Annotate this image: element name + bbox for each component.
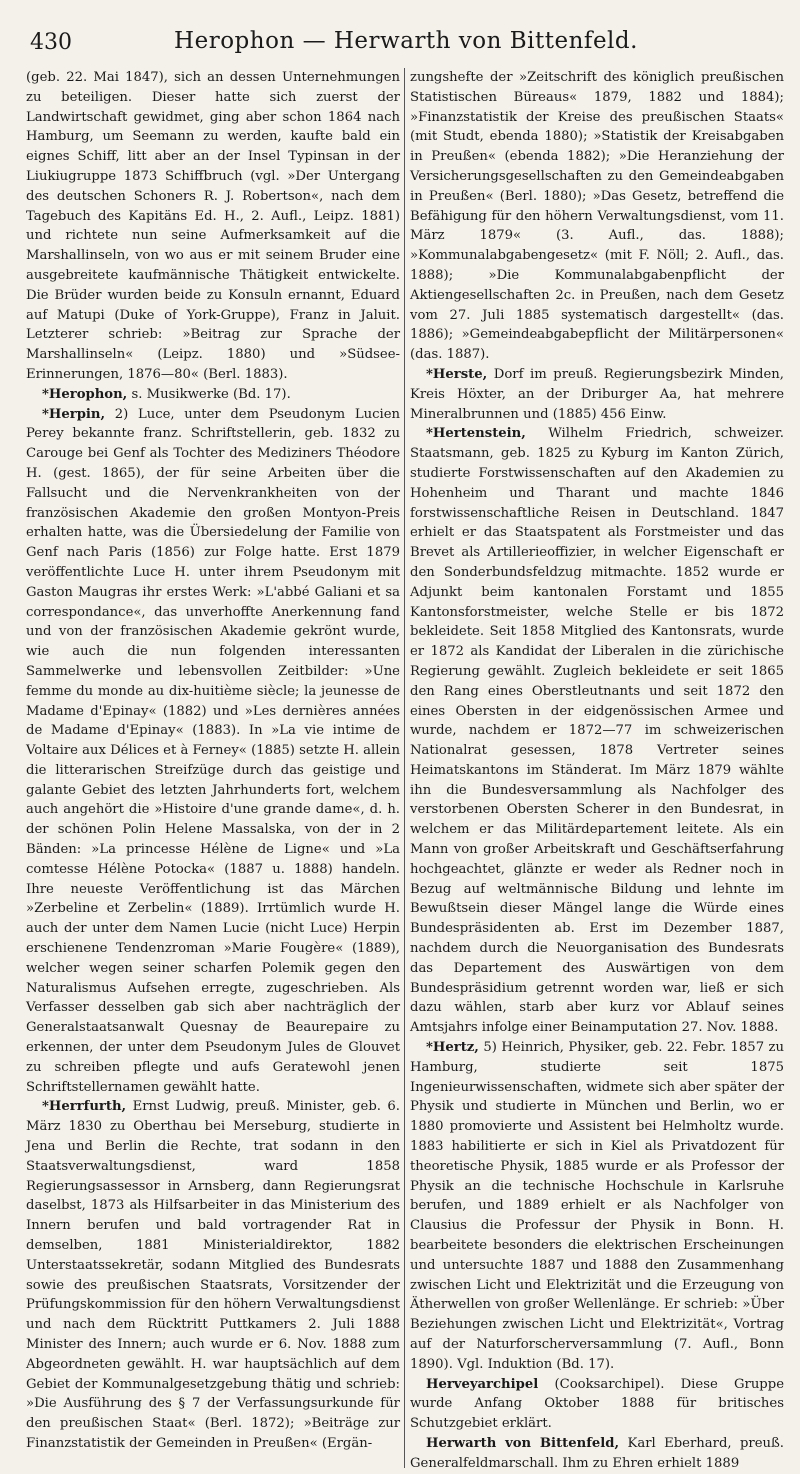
entry-headword: Herveyarchipel xyxy=(426,1376,539,1392)
entry-headword: *Hertenstein, xyxy=(426,426,526,442)
dictionary-entry xyxy=(26,405,400,1098)
running-head: Herophon — Herwarth von Bittenfeld. xyxy=(174,28,638,54)
page-number: 430 xyxy=(30,30,72,55)
entry-text: (Cooksarchipel). Diese Gruppe wurde Anfang Oktober 1888 für britisches Schutzgebiet erklärt. xyxy=(410,1376,784,1432)
text-columns xyxy=(26,68,786,1471)
dictionary-entry xyxy=(410,1038,784,1375)
entry-text: Karl Eberhard, preuß. Generalfeldmarschall. Ihm zu Ehren erhielt 1889 xyxy=(410,1435,784,1471)
entry-text: s. Musikwerke (Bd. 17). xyxy=(127,386,291,402)
entry-headword: Herwarth von Bittenfeld, xyxy=(426,1435,620,1451)
entry-text: Dorf im preuß. Regierungsbezirk Minden, Kreis Höxter, an der Driburger Aa, hat mehrere Mineralbrunnen und (1885) 456 Einw. xyxy=(410,366,784,422)
continued-text xyxy=(26,68,400,385)
dictionary-entry xyxy=(410,424,784,1038)
entry-text: 2) Luce, unter dem Pseudonym Lucien Perey bekannte franz. Schriftstellerin, geb. 1832 zu Carouge bei Genf als Tochter des Mediziners Théodore H. (gest. 1865), der für seine Arbeiten über die Fallsucht und die Nervenkrankheiten von der französischen Akademie den großen Montyon-Preis erhalten hatte, was die Übersiedelung der Familie von Genf nach Paris (1856) zur Folge hatte. Erst 1879 veröffentlichte Luce H. unter ihrem Pseudonym mit Gaston Maugras ihr erstes Werk: »L'abbé Galiani et sa correspondance«, das unverhoffte Anerkennung fand und von der französischen Akademie gekrönt wurde, wie auch die nun folgenden interessanten Sammelwerke und lebensvollen Zeitbilder: »Une femme du monde au dix-huitième siècle; la jeunesse de Madame d'Epinay« (1882) und »Les dernières années de Madame d'Epinay« (1883). In »La vie intime de Voltaire aux Délices et à Ferney« (1885) setzte H. allein die litterarischen Streifzüge durch das geistige und galante Gebiet des letzten Jahrhunderts fort, welchem auch angehört die »Histoire d'une grande dame«, d. h. der schönen Polin Helene Massalska, von der in 2 Bänden: »La princesse Hélène de Ligne« und »La comtesse Hélène Potocka« (1887 u. 1888) handeln. Ihre neueste Veröffentlichung ist das Märchen »Zerbeline et Zerbelin« (1889). Irrtümlich wurde H. auch der unter dem Namen Lucie (nicht Luce) Herpin erschienene Tendenzroman »Marie Fougère« (1889), welcher wegen seiner scharfen Polemik gegen den Naturalismus Aufsehen erregte, zugeschrieben. Als Verfasser desselben gab sich aber nachträglich der Generalstaatsanwalt Quesnay de Beaurepaire zu erkennen, der unter dem Pseudonym Jules de Glouvet zu schreiben pflegte und aufs Geratewohl jenen Schriftstellernamen gewählt hatte. xyxy=(26,406,400,1095)
entry-headword: *Herrfurth, xyxy=(42,1099,127,1115)
entry-headword: *Herste, xyxy=(426,366,488,382)
entry-text: Wilhelm Friedrich, schweizer. Staatsmann, geb. 1825 zu Kyburg im Kanton Zürich, studierte Forstwissenschaften auf den Akademien zu Hohenheim und Tharant und machte 1846 forstwissenschaftliche Reisen in Deutschland. 1847 erhielt er das Staatspatent als Forstmeister und das Brevet als Artillerieoffizier, in welcher Eigenschaft er den Sonderbundsfeldzug mitmachte. 1852 wurde er Adjunkt beim kantonalen Forstamt und 1855 Kantonsforstmeister, welche Stelle er bis 1872 bekleidete. Seit 1858 Mitglied des Kantonsrats, wurde er 1872 als Kandidat der Liberalen in die zürichische Regierung gewählt. Zugleich bekleidete er seit 1865 den Rang eines Oberstleutnants und seit 1872 den eines Obersten in der eidgenössischen Armee und wurde, nachdem er 1872—77 im schweizerischen Nationalrat gesessen, 1878 Vertreter seines Heimatskantons im Ständerat. Im März 1879 wählte ihn die Bundesversammlung als Nachfolger des verstorbenen Obersten Scherer in den Bundesrat, in welchem er das Militärdepartement leitete. Als ein Mann von großer Arbeitskraft und Geschäftserfahrung hochgeachtet, glänzte er weder als Redner noch in Bezug auf weltmännische Bildung und lehnte im Bewußtsein dieser Mängel lange die Würde eines Bundespräsidenten ab. Erst im Dezember 1887, nachdem durch die Neuorganisation des Bundesrats das Departement des Auswärtigen von dem Bundespräsidium getrennt worden war, ließ er sich dazu wählen, starb aber kurz vor Ablauf seines Amtsjahrs infolge einer Beinamputation 27. Nov. 1888. xyxy=(410,426,784,1036)
entry-headword: *Herpin, xyxy=(42,406,106,422)
right-column xyxy=(410,68,784,1471)
continued-text xyxy=(410,68,784,365)
dictionary-entry xyxy=(410,1375,784,1434)
entry-text: Ernst Ludwig, preuß. Minister, geb. 6. März 1830 zu Oberthau bei Merseburg, studierte in Jena und Berlin die Rechte, trat sodann in den Staatsverwaltungsdienst, ward 1858 Regierungsassessor in Arnsberg, dann Regierungsrat daselbst, 1873 als Hilfsarbeiter in das Ministerium des Innern berufen und bald vortragender Rat in demselben, 1881 Ministerialdirektor, 1882 Unterstaatssekretär, sodann Mitglied des Bundesrats sowie des preußischen Staatsrats, Vorsitzender der Prüfungskommission für den höhern Verwaltungsdienst und nach dem Rücktritt Puttkamers 2. Juli 1888 Minister des Innern; auch wurde er 6. Nov. 1888 zum Abgeordneten gewählt. H. war hauptsächlich auf dem Gebiet der Kommunalgesetzgebung thätig und schrieb: »Die Ausführung des § 7 der Verfassungsurkunde für den preußischen Staat« (Berl. 1872); »Beiträge zur Finanzstatistik der Gemeinden in Preußen« (Ergän- xyxy=(26,1099,400,1451)
page-header xyxy=(26,24,786,64)
left-column xyxy=(26,68,400,1468)
entry-text: zungshefte der »Zeitschrift des königlich preußischen Statistischen Büreaus« 1879, 1882 und 1884); »Finanzstatistik der Kreise des preußischen Staats« (mit Studt, ebenda 1880); »Statistik der Kreisabgaben in Preußen« (ebenda 1882); »Die Heranziehung der Versicherungsgesellschaften zu den Gemeindeabgaben in Preußen« (Berl. 1880); »Das Gesetz, betreffend die Befähigung für den höhern Verwaltungsdienst, vom 11. März 1879« (3. Aufl., das. 1888); »Kommunalabgabengesetz« (mit F. Nöll; 2. Aufl., das. 1888); »Die Kommunalabgabenpflicht der Aktiengesellschaften 2c. in Preußen, nach dem Gesetz vom 27. Juli 1885 systematisch dargestellt« (das. 1886); »Gemeindeabgabepflicht der Militärpersonen« (das. 1887). xyxy=(410,70,784,363)
entry-headword: *Herophon, xyxy=(42,386,128,402)
dictionary-entry xyxy=(26,385,400,405)
dictionary-entry xyxy=(26,1097,400,1453)
dictionary-entry xyxy=(410,365,784,424)
entry-text: (geb. 22. Mai 1847), sich an dessen Unternehmungen zu beteiligen. Dieser hatte sich zuerst der Landwirtschaft gewidmet, ging aber schon 1864 nach Hamburg, um Seemann zu werden, kaufte bald ein eignes Schiff, litt aber an der Insel Typinsan in der Liukiugruppe 1873 Schiffbruch (vgl. »Der Untergang des deutschen Schoners R. J. Robertson«, nach dem Tagebuch des Kapitäns Ed. H., 2. Aufl., Leipz. 1881) und richtete nun seine Aufmerksamkeit auf die Marshallinseln, von wo aus er mit seinem Bruder eine ausgebreitete kaufmännische Thätigkeit entwickelte. Die Brüder wurden beide zu Konsuln ernannt, Eduard auf Matupi (Duke of York-Gruppe), Franz in Jaluit. Letzterer schrieb: »Beitrag zur Sprache der Marshallinseln« (Leipz. 1880) und »Südsee-Erinnerungen, 1876—80« (Berl. 1883). xyxy=(26,70,400,382)
dictionary-entry xyxy=(410,1434,784,1474)
entry-headword: *Hertz, xyxy=(426,1040,479,1056)
column-divider xyxy=(404,68,405,1468)
entry-text: 5) Heinrich, Physiker, geb. 22. Febr. 1857 zu Hamburg, studierte seit 1875 Ingenieurwissenschaften, widmete sich aber später der Physik und studierte in München und Berlin, wo er 1880 promovierte und Assistent bei Helmholtz wurde. 1883 habilitierte er sich in Kiel als Privatdozent für theoretische Physik, 1885 wurde er als Professor der Physik an die technische Hochschule in Karlsruhe berufen, und 1889 erhielt er als Nachfolger von Clausius die Professur der Physik in Bonn. H. bearbeitete besonders die elektrischen Erscheinungen und untersuchte 1887 und 1888 den Zusammenhang zwischen Licht und Elektrizität und die Erzeugung von Ätherwellen von großer Wellenlänge. Er schrieb: »Über Beziehungen zwischen Licht und Elektrizität«, Vortrag auf der Naturforscherversammlung (7. Aufl., Bonn 1890). Vgl. Induktion (Bd. 17). xyxy=(410,1040,784,1372)
